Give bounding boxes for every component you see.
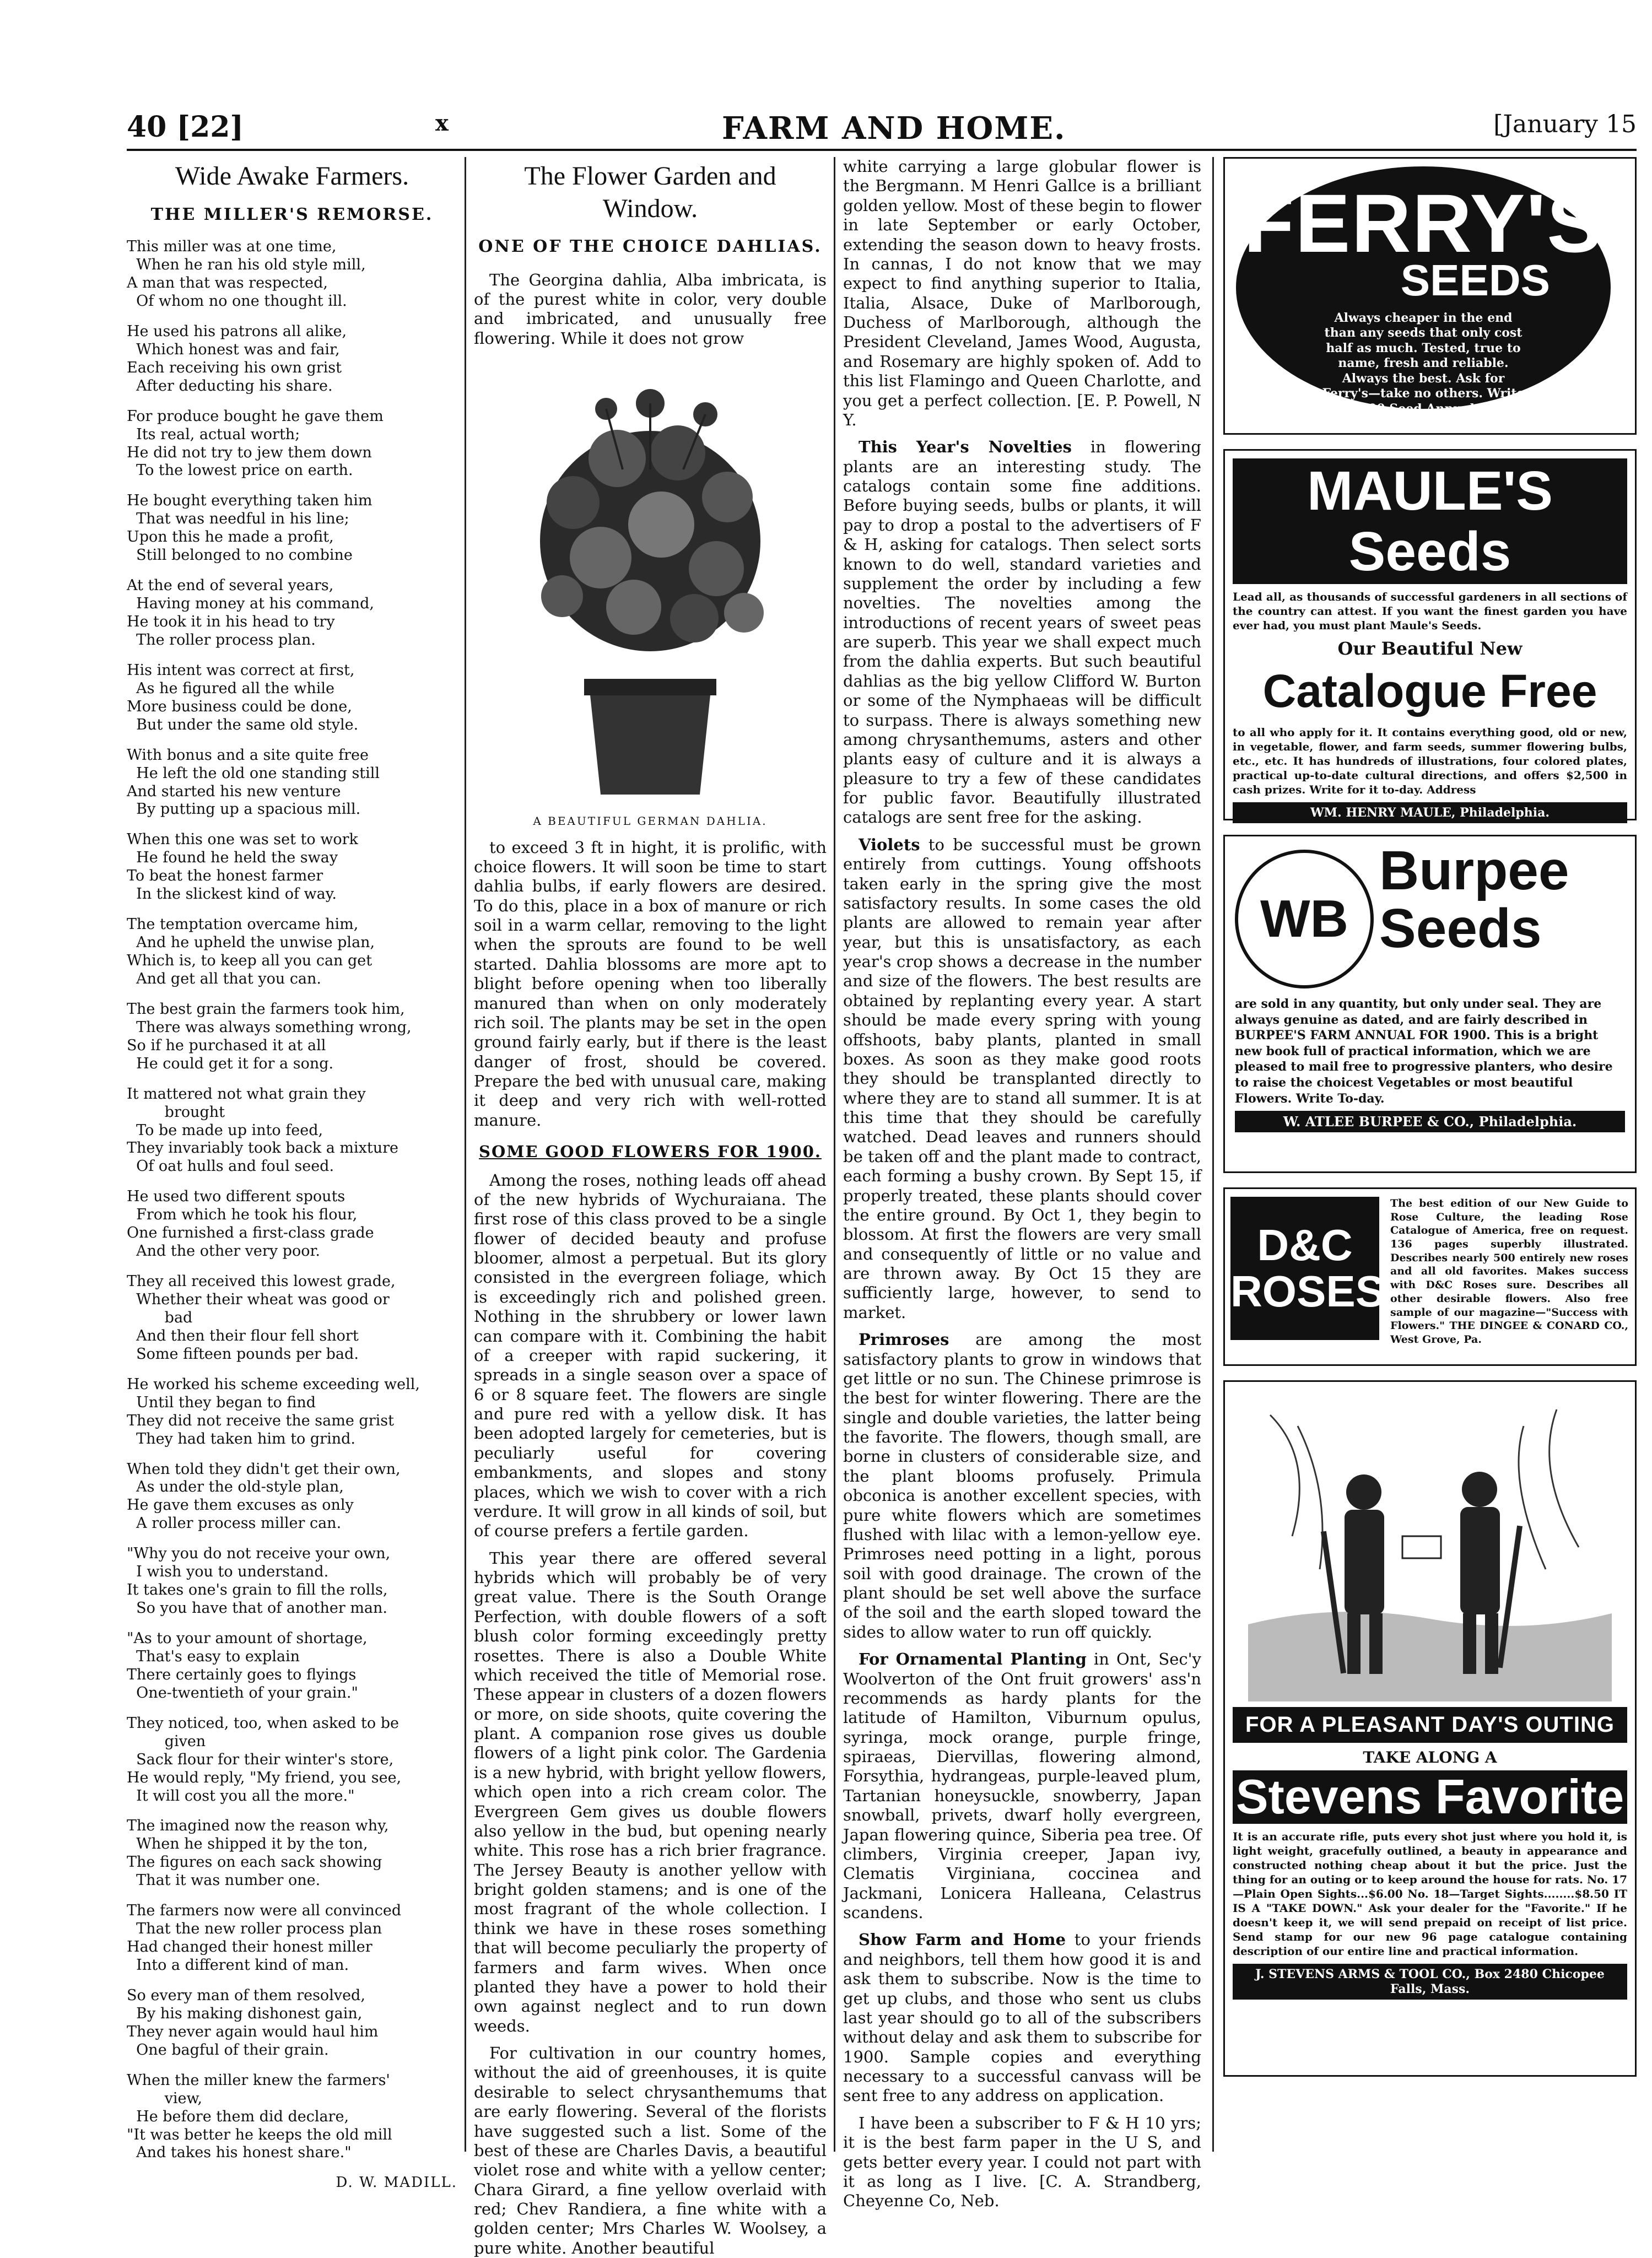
poem-line: When he shipped it by the ton,: [127, 1835, 368, 1853]
poem-line: With bonus and a site quite free: [127, 746, 369, 764]
section-title: Wide Awake Farmers.: [175, 161, 409, 191]
poem-stanza: [127, 1715, 457, 1806]
poem-line: Still belonged to no combine: [127, 547, 353, 564]
poem-line: By putting up a spacious mill.: [127, 801, 361, 818]
dc-roses-logo: [1230, 1197, 1385, 1340]
article-paragraph: to exceed 3 ft in hight, it is prolific, with choice flowers. It will soon be time to start dahlia bulbs, if early flowers are desired. To do this, place in a box of manure or rich soil in a warm cellar, removing to the light when the sprouts are found to be well started. Dahlia blossoms are more apt to blight before opening when too liberally manured than when on only moderately rich soil. The plants may be set in the open ground fairly early, but if there is the least danger of frost, should be covered. Prepare the bed with unusual care, making it deep and very rich with well-rotted manure.: [474, 838, 827, 1130]
maule-ad-text: Lead all, as thousands of successful gardeners in all sections of the country can attest. If you want the finest garden you have ever had, you must plant Maule's Seeds.: [1233, 590, 1627, 632]
poem-line: And started his new venture: [127, 782, 341, 800]
article-paragraph: [843, 835, 1201, 1322]
poem-line: To beat the honest farmer: [127, 867, 323, 885]
article-title: ONE OF THE CHOICE DAHLIAS.: [478, 237, 822, 257]
article-paragraph: [843, 1650, 1201, 1922]
paragraph-lead: For Ornamental Planting: [859, 1650, 1087, 1669]
poem-stanza: [127, 747, 457, 819]
poem-line: To be made up into feed,: [127, 1121, 323, 1139]
poem-line: The roller process plan.: [127, 631, 316, 649]
poem-line: As he figured all the while: [127, 679, 334, 697]
stevens-banner: FOR A PLEASANT DAY'S OUTING: [1233, 1707, 1627, 1743]
burpee-seeds-ad[interactable]: [1223, 835, 1637, 1173]
poem-line: They all received this lowest grade,: [127, 1273, 396, 1290]
column-flower-garden: [474, 157, 827, 2257]
poem-line: He found he held the sway: [127, 849, 338, 867]
poem-line: Until they began to find: [127, 1393, 316, 1411]
page-header: [127, 105, 1637, 151]
poem-line: That's easy to explain: [127, 1647, 300, 1665]
poem-line: Which honest was and fair,: [127, 341, 340, 358]
dingee-conard-roses-ad[interactable]: [1223, 1187, 1637, 1366]
burpee-brand-line: Seeds: [1379, 898, 1542, 959]
poem-line: Its real, actual worth;: [127, 425, 300, 443]
poem-line: They never again would haul him: [127, 2023, 379, 2040]
article-paragraph: The Georgina dahlia, Alba imbricata, is of the purest white in color, very double and imbricated, and unusually free flowering. While it does not grow: [474, 270, 827, 348]
poem-stanza: [127, 1630, 457, 1703]
maule-seeds-ad[interactable]: [1223, 449, 1637, 820]
maule-subhead: Our Beautiful New: [1337, 638, 1523, 659]
ferry-ad-text: Always cheaper in the end than any seeds that only cost half as much. Tested, true to name, fresh and reliable. Always the best. Ask for Ferry's—take no others. Write for 1900 Seed Annual. D. M. FERRY & CO., Detroit, Mich.: [1322, 310, 1525, 431]
poem-line: He before them did declare,: [127, 2108, 349, 2125]
issue-date: [January 15: [1493, 110, 1637, 138]
poem-stanza: [127, 1987, 457, 2060]
poem-line: He took it in his head to try: [127, 613, 335, 631]
poem-line: He would reply, "My friend, you see,: [127, 1769, 402, 1786]
stevens-ad-text: It is an accurate rifle, puts every shot just where you hold it, is light weight, gracefully outlined, a beauty in appearance and constructed nothing cheap about it but the price. Just the thing for an outing or to keep around the house for rats. No. 17—Plain Open Sights...$6.00 No. 18—Target Sights........$8.50 IT IS A "TAKE DOWN." Ask your dealer for the "Favorite." If he doesn't keep it, we will send prepaid on receipt of list price. Send stamp for our new 96 page catalogue containing description of our entire line and practical information.: [1233, 1829, 1627, 1958]
poem-stanza: [127, 1085, 457, 1176]
stevens-signature: J. STEVENS ARMS & TOOL CO., Box 2480 Chicopee Falls, Mass.: [1233, 1964, 1627, 2000]
article-paragraph: Among the roses, nothing leads off ahead of the new hybrids of Wychuraiana. The first rose of this class proved to be a single flower of decided beauty and profuse bloomer, almost a perpetual. But its glory consisted in the evergreen foliage, which is exceedingly rich and polished green. Nothing in the shrubbery or lower lawn can compare with it. Combining the habit of a creeper with rapid suckering, it spreads in a single season over a space of 6 or 8 square feet. The flowers are single and pure red with a yellow disk. It has been adopted largely for cemeteries, but is peculiarly useful for covering embankments, and slopes and stony places, which we wish to cover with a rich verdure. It will grow in all kinds of soil, but of course prefers a fertile garden.: [474, 1170, 827, 1541]
paragraph-text: to your friends and neighbors, tell them how good it is and ask them to subscribe. Now is the time to get up clubs, and those who sent us clubs last year should go to all of the subscribers without delay and ask them to subscribe for 1900. Sample copies and everything necessary to a successful canvass will be sent free to any address on application.: [843, 1930, 1201, 2105]
poem-stanza: [127, 662, 457, 734]
poem-line: I wish you to understand.: [127, 1563, 329, 1581]
poem-line: When the miller knew the farmers': [127, 2071, 390, 2089]
section-title: The Flower Garden and Window.: [524, 161, 776, 223]
column-rule: [465, 157, 466, 2152]
poem-stanza: [127, 1273, 457, 1364]
poem-signature: D. W. MADILL.: [336, 2174, 457, 2191]
poem-line: There was always something wrong,: [127, 1018, 412, 1036]
poem-stanza: [127, 577, 457, 650]
header-mark: x: [435, 110, 449, 136]
poem-line: Which is, to keep all you can get: [127, 952, 372, 970]
article-paragraph: [843, 1330, 1201, 1642]
ferry-brand: FERRY'S: [1243, 177, 1604, 269]
stevens-rifle-ad[interactable]: [1223, 1380, 1637, 2077]
poem-line: At the end of several years,: [127, 577, 334, 595]
poem-line: They noticed, too, when asked to be: [127, 1714, 399, 1732]
poem-line: He used his patrons all alike,: [127, 322, 347, 340]
poem-line: The farmers now were all convinced: [127, 1902, 402, 1920]
poem-stanza: [127, 1545, 457, 1618]
burpee-ad-text: [1235, 996, 1625, 1132]
burpee-brand-line: Burpee: [1379, 840, 1569, 901]
poem-line: That was needful in his line;: [127, 510, 349, 528]
poem-line: It takes one's grain to fill the rolls,: [127, 1581, 388, 1599]
maule-signature: WM. HENRY MAULE, Philadelphia.: [1233, 802, 1627, 824]
poem-line: The figures on each sack showing: [127, 1854, 382, 1871]
burpee-signature: W. ATLEE BURPEE & CO., Philadelphia.: [1235, 1111, 1625, 1132]
poem-line: By his making dishonest gain,: [127, 2005, 363, 2022]
poem-line: That it was number one.: [127, 1872, 321, 1889]
burpee-trademark-badge: WB: [1235, 850, 1374, 988]
burpee-body: are sold in any quantity, but only under seal. They are always genuine as dated, and are fairly described in BURPEE'S FARM ANNUAL FOR 1900. This is a bright new book full of practical information, which we are pleased to mail free to progressive planters, who desire to raise the choicest Vegetables or most beautiful Flowers. Write To-day.: [1235, 997, 1613, 1106]
poem-line: Whether their wheat was good or: [127, 1291, 390, 1309]
poem-line: given: [127, 1732, 206, 1750]
poem-line: His intent was correct at first,: [127, 661, 355, 679]
column-rule: [1212, 157, 1214, 2152]
column-poem: [127, 157, 457, 2191]
ferry-seeds-ad[interactable]: [1223, 157, 1637, 435]
poem-line: When he ran his old style mill,: [127, 256, 366, 274]
paragraph-lead: Show Farm and Home: [859, 1930, 1066, 1949]
poem-stanza: [127, 916, 457, 988]
poem-title: THE MILLER'S REMORSE.: [150, 204, 434, 224]
paragraph-text: are among the most satisfactory plants to grow in windows that get little or no sun. The Chinese primrose is the best for winter flowering. There are the single and double varieties, the latter being the favorite. The flowers, though small, are borne in clusters of considerable size, and the plant blooms profusely. Primula obconica is another excellent species, with pure white flowers which are sometimes flushed with lilac with a lemon-yellow eye. Primroses need potting in a light, porous soil with good drainage. The crown of the plant should be set well above the surface of the soil and the earth sloped toward the sides to allow water to run off quickly.: [843, 1330, 1201, 1641]
illustration-caption: A BEAUTIFUL GERMAN DAHLIA.: [533, 814, 768, 828]
poem-line: And takes his honest share.": [127, 2144, 352, 2162]
poem-stanza: [127, 1902, 457, 1975]
poem-line: A roller process miller can.: [127, 1515, 342, 1532]
poem-line: Sack flour for their winter's store,: [127, 1751, 394, 1768]
stevens-subhead: TAKE ALONG A: [1363, 1748, 1497, 1767]
poem-line: The best grain the farmers took him,: [127, 1000, 405, 1018]
poem-line: Of oat hulls and foul seed.: [127, 1158, 334, 1175]
poem-line: This miller was at one time,: [127, 238, 337, 256]
poem-line: To the lowest price on earth.: [127, 462, 353, 479]
poem-stanza: [127, 1188, 457, 1261]
paragraph-text: in flowering plants are an interesting study. The catalogs contain some fine additions. Before buying seeds, bulbs or plants, it will pay to drop a postal to the advertisers of F & H, asking for catalogs. Then select sorts known to do well, standard varieties and supplement the order by including a few novelties. The novelties among the introductions of recent years of sweet peas are superb. This year we shall expect much from the dahlia experts. But such beautiful dahlias as the big yellow Clifford W. Burton or some of the Nymphaeas will be difficult to surpass. There is always something new among chrysanthemums, asters and other plants easy of culture and it is always a pleasure to try a few of these candidates for public favor. Beautifully illustrated catalogs are sent free for the asking.: [843, 437, 1201, 827]
poem-line: When told they didn't get their own,: [127, 1460, 401, 1478]
poem-line: brought: [127, 1103, 225, 1121]
poem-line: More business could be done,: [127, 698, 352, 715]
paragraph-text: to be successful must be grown entirely from cuttings. Young offshoots taken early in the spring give the most satisfactory results. In some cases the old plants are allowed to remain year after year, but this is unsatisfactory, as each year's crop shows a decrease in the number and size of the flowers. The best results are obtained by replanting every year. A start should be made every spring with young offshoots, baby plants, planted in small boxes. As soon as they make good roots they should be transplanted directly to where they are to stand all summer. It is at this time that they should be carefully watched. Dead leaves and runners should be taken off and the plant made to contract, each forming a bushy crown. By Sept 15, if properly treated, these plants should cover the entire ground. By Oct 1, they begin to blossom. At first the flowers are very small and consequently of little or no value and are thrown away. By Oct 15 they are sufficiently large, however, to send to market.: [843, 835, 1201, 1322]
poem-line: He used two different spouts: [127, 1188, 345, 1206]
poem-stanza: [127, 238, 457, 311]
poem-line: "It was better he keeps the old mill: [127, 2126, 392, 2143]
dahlia-illustration: [496, 359, 805, 811]
stevens-brand: Stevens Favorite: [1233, 1770, 1627, 1824]
poem-line: He left the old one standing still: [127, 764, 380, 782]
poem-line: And he upheld the unwise plan,: [127, 934, 375, 952]
poem-line: view,: [127, 2089, 203, 2107]
ferry-seeds-word: SEEDS: [1400, 256, 1550, 305]
poem-line: The imagined now the reason why,: [127, 1817, 389, 1835]
poem-line: When this one was set to work: [127, 831, 358, 849]
poem-line: Having money at his command,: [127, 595, 374, 613]
page-number: 40 [22]: [127, 110, 244, 144]
poem-line: A man that was respected,: [127, 274, 328, 292]
poem-line: Into a different kind of man.: [127, 1957, 349, 1974]
poem-stanza: [127, 408, 457, 480]
poem-line: "Why you do not receive your own,: [127, 1545, 391, 1563]
poem-stanza: [127, 1376, 457, 1449]
article-paragraph: This year there are offered several hybrids which will probably be of very great value. There is the South Orange Perfection, with double flowers of a soft blush color forming exceedingly pretty rosettes. There is also a Double White which received the title of Memorial rose. These appear in clusters of a dozen flowers or more, on side shoots, quite covering the plant. A companion rose gives us double flowers of a light pink color. The Gardenia is a new hybrid, with bright yellow flowers, which open into a rich cream color. The Evergreen Gem gives us double flowers also yellow in the bud, but opening nearly white. This rose has a rich brier fragrance. The Jersey Beauty is another yellow with bright golden stamens; and is one of the most fragrant of the whole collection. I think we have in these roses something that will become peculiarly the property of farmers and farm wives. When once planted they have a power to hold their own against neglect and to run down weeds.: [474, 1548, 827, 2035]
poem-line: He gave them excuses as only: [127, 1497, 354, 1514]
poem-stanza: [127, 2072, 457, 2163]
poem-line: As under the old-style plan,: [127, 1478, 344, 1496]
ferry-oval-logo: [1236, 166, 1611, 431]
poem-line: So every man of them resolved,: [127, 1986, 365, 2004]
article-paragraph: For cultivation in our country homes, without the aid of greenhouses, it is quite desirable to select chrysanthemums that are early flowering. Several of the florists have suggested such a list. Some of the best of these are Charles Davis, a beautiful violet rose and white with a yellow center; Chara Girard, a fine yellow overlaid with red; Chev Randiera, a fine white with a golden center; Mrs Charles W. Woolsey, a pure white. Another beautiful: [474, 2044, 827, 2257]
poem-stanza: [127, 492, 457, 565]
poem-line: They did not receive the same grist: [127, 1412, 394, 1429]
poem-line: It mattered not what grain they: [127, 1085, 366, 1103]
poem-line: bad: [127, 1309, 193, 1326]
paragraph-lead: Primroses: [859, 1330, 949, 1349]
poem-line: From which he took his flour,: [127, 1206, 358, 1224]
poem-line: Each receiving his own grist: [127, 359, 342, 376]
poem-line: They had taken him to grind.: [127, 1430, 355, 1447]
poem-stanza: [127, 1461, 457, 1533]
poem-line: But under the same old style.: [127, 716, 359, 733]
poem-line: Of whom no one thought ill.: [127, 292, 347, 310]
poem-stanza: [127, 1001, 457, 1073]
poem-body: [127, 238, 457, 2162]
masthead-title: FARM AND HOME.: [722, 110, 1066, 147]
paragraph-text: in Ont, Sec'y Woolverton of the Ont fruit growers' ass'n recommends as hardy plants for the latitude of Hamilton, Viburnum opulus, syringa, mock orange, purple fringe, spiraeas, Diervillas, flowering almond, Forsythia, hydrangeas, purple-leaved plum, Tartanian honeysuckle, snowberry, Japan snowball, privets, dwarf holly evergreen, Japan flowering quince, Siberia pea tree. Of climbers, Virginia creeper, Japan ivy, Clematis Virginiana, coccinea and Jackmani, Lonicera Halleana, Celastrus scandens.: [843, 1650, 1201, 1922]
poem-line: That the new roller process plan: [127, 1920, 382, 1938]
poem-line: He did not try to jew them down: [127, 444, 372, 461]
poem-line: And the other very poor.: [127, 1243, 320, 1260]
poem-line: In the slickest kind of way.: [127, 885, 337, 903]
article-paragraph: [843, 1930, 1201, 2105]
poem-line: Had changed their honest miller: [127, 1938, 372, 1956]
poem-stanza: [127, 1817, 457, 1890]
poem-line: So you have that of another man.: [127, 1600, 388, 1617]
maule-brand: MAULE'S Seeds: [1233, 458, 1627, 584]
poem-line: He bought everything taken him: [127, 492, 372, 510]
burpee-brand: [1379, 842, 1569, 958]
dc-logo-line: D&C: [1257, 1220, 1353, 1270]
maule-ad-text: to all who apply for it. It contains everything good, old or new, in vegetable, flower, and farm seeds, summer flowering bulbs, etc., etc. It has hundreds of illustrations, four colored plates, practical up-to-date cultural directions, and offers $2,500 in cash prizes. Write for it to-day. Address: [1233, 725, 1627, 796]
poem-line: And get all that you can.: [127, 970, 322, 987]
poem-line: They invariably took back a mixture: [127, 1139, 399, 1157]
poem-line: So if he purchased it at all: [127, 1036, 326, 1054]
dc-logo-line: ROSES: [1230, 1267, 1385, 1316]
poem-line: After deducting his share.: [127, 377, 333, 395]
column-rule: [834, 157, 835, 2152]
article-paragraph: I have been a subscriber to F & H 10 yrs; it is the best farm paper in the U S, and gets better every year. I could not part with it as long as I live. [C. A. Strandberg, Cheyenne Co, Neb.: [843, 2113, 1201, 2211]
poem-line: One bagful of their grain.: [127, 2041, 329, 2059]
poem-stanza: [127, 323, 457, 396]
poem-line: The temptation overcame him,: [127, 916, 359, 933]
hunters-illustration: [1248, 1393, 1612, 1701]
poem-line: It will cost you all the more.": [127, 1787, 355, 1805]
poem-line: And then their flour fell short: [127, 1327, 359, 1344]
poem-line: For produce bought he gave them: [127, 407, 384, 425]
paragraph-lead: Violets: [859, 835, 920, 854]
poem-line: He could get it for a song.: [127, 1055, 334, 1072]
poem-line: There certainly goes to flyings: [127, 1666, 357, 1683]
poem-line: Some fifteen pounds per bad.: [127, 1345, 359, 1363]
column-advertisements: [1223, 157, 1637, 2163]
article-paragraph: white carrying a large globular flower is the Bergmann. M Henri Gallce is a brilliant golden yellow. Most of these begin to flower in late September or early October, extending the season down to heavy frosts. In cannas, I do not know that we may expect to find anything superior to Italia, Italia, Alsace, Duke of Marlborough, Duchess of Marlborough, although the President Cleveland, James Wood, Augusta, and Rosemary are highly spoken of. Add to this list Flamingo and Queen Charlotte, and you get a perfect collection. [E. P. Powell, N Y.: [843, 157, 1201, 429]
poem-line: One-twentieth of your grain.": [127, 1684, 358, 1701]
dc-ad-text: The best edition of our New Guide to Rose Culture, the leading Rose Catalogue of America, free on request. 136 pages superbly illustrated. Describes nearly 500 entirely new roses and all old favorites. Makes success with D&C Roses sure. Describes all other desirable flowers. Also free sample of our magazine—"Success with Flowers." THE DINGEE & CONARD CO., West Grove, Pa.: [1390, 1197, 1628, 1346]
poem-line: He worked his scheme exceeding well,: [127, 1375, 420, 1393]
poem-line: "As to your amount of shortage,: [127, 1630, 368, 1647]
poem-line: Upon this he made a profit,: [127, 528, 334, 546]
poem-line: One furnished a first-class grade: [127, 1224, 374, 1242]
poem-stanza: [127, 831, 457, 904]
maule-catalogue-headline: Catalogue Free: [1262, 665, 1597, 717]
article-title: SOME GOOD FLOWERS FOR 1900.: [479, 1142, 822, 1162]
paragraph-lead: This Year's Novelties: [859, 437, 1072, 457]
article-paragraph: [843, 437, 1201, 828]
column-notes: [843, 157, 1201, 2211]
